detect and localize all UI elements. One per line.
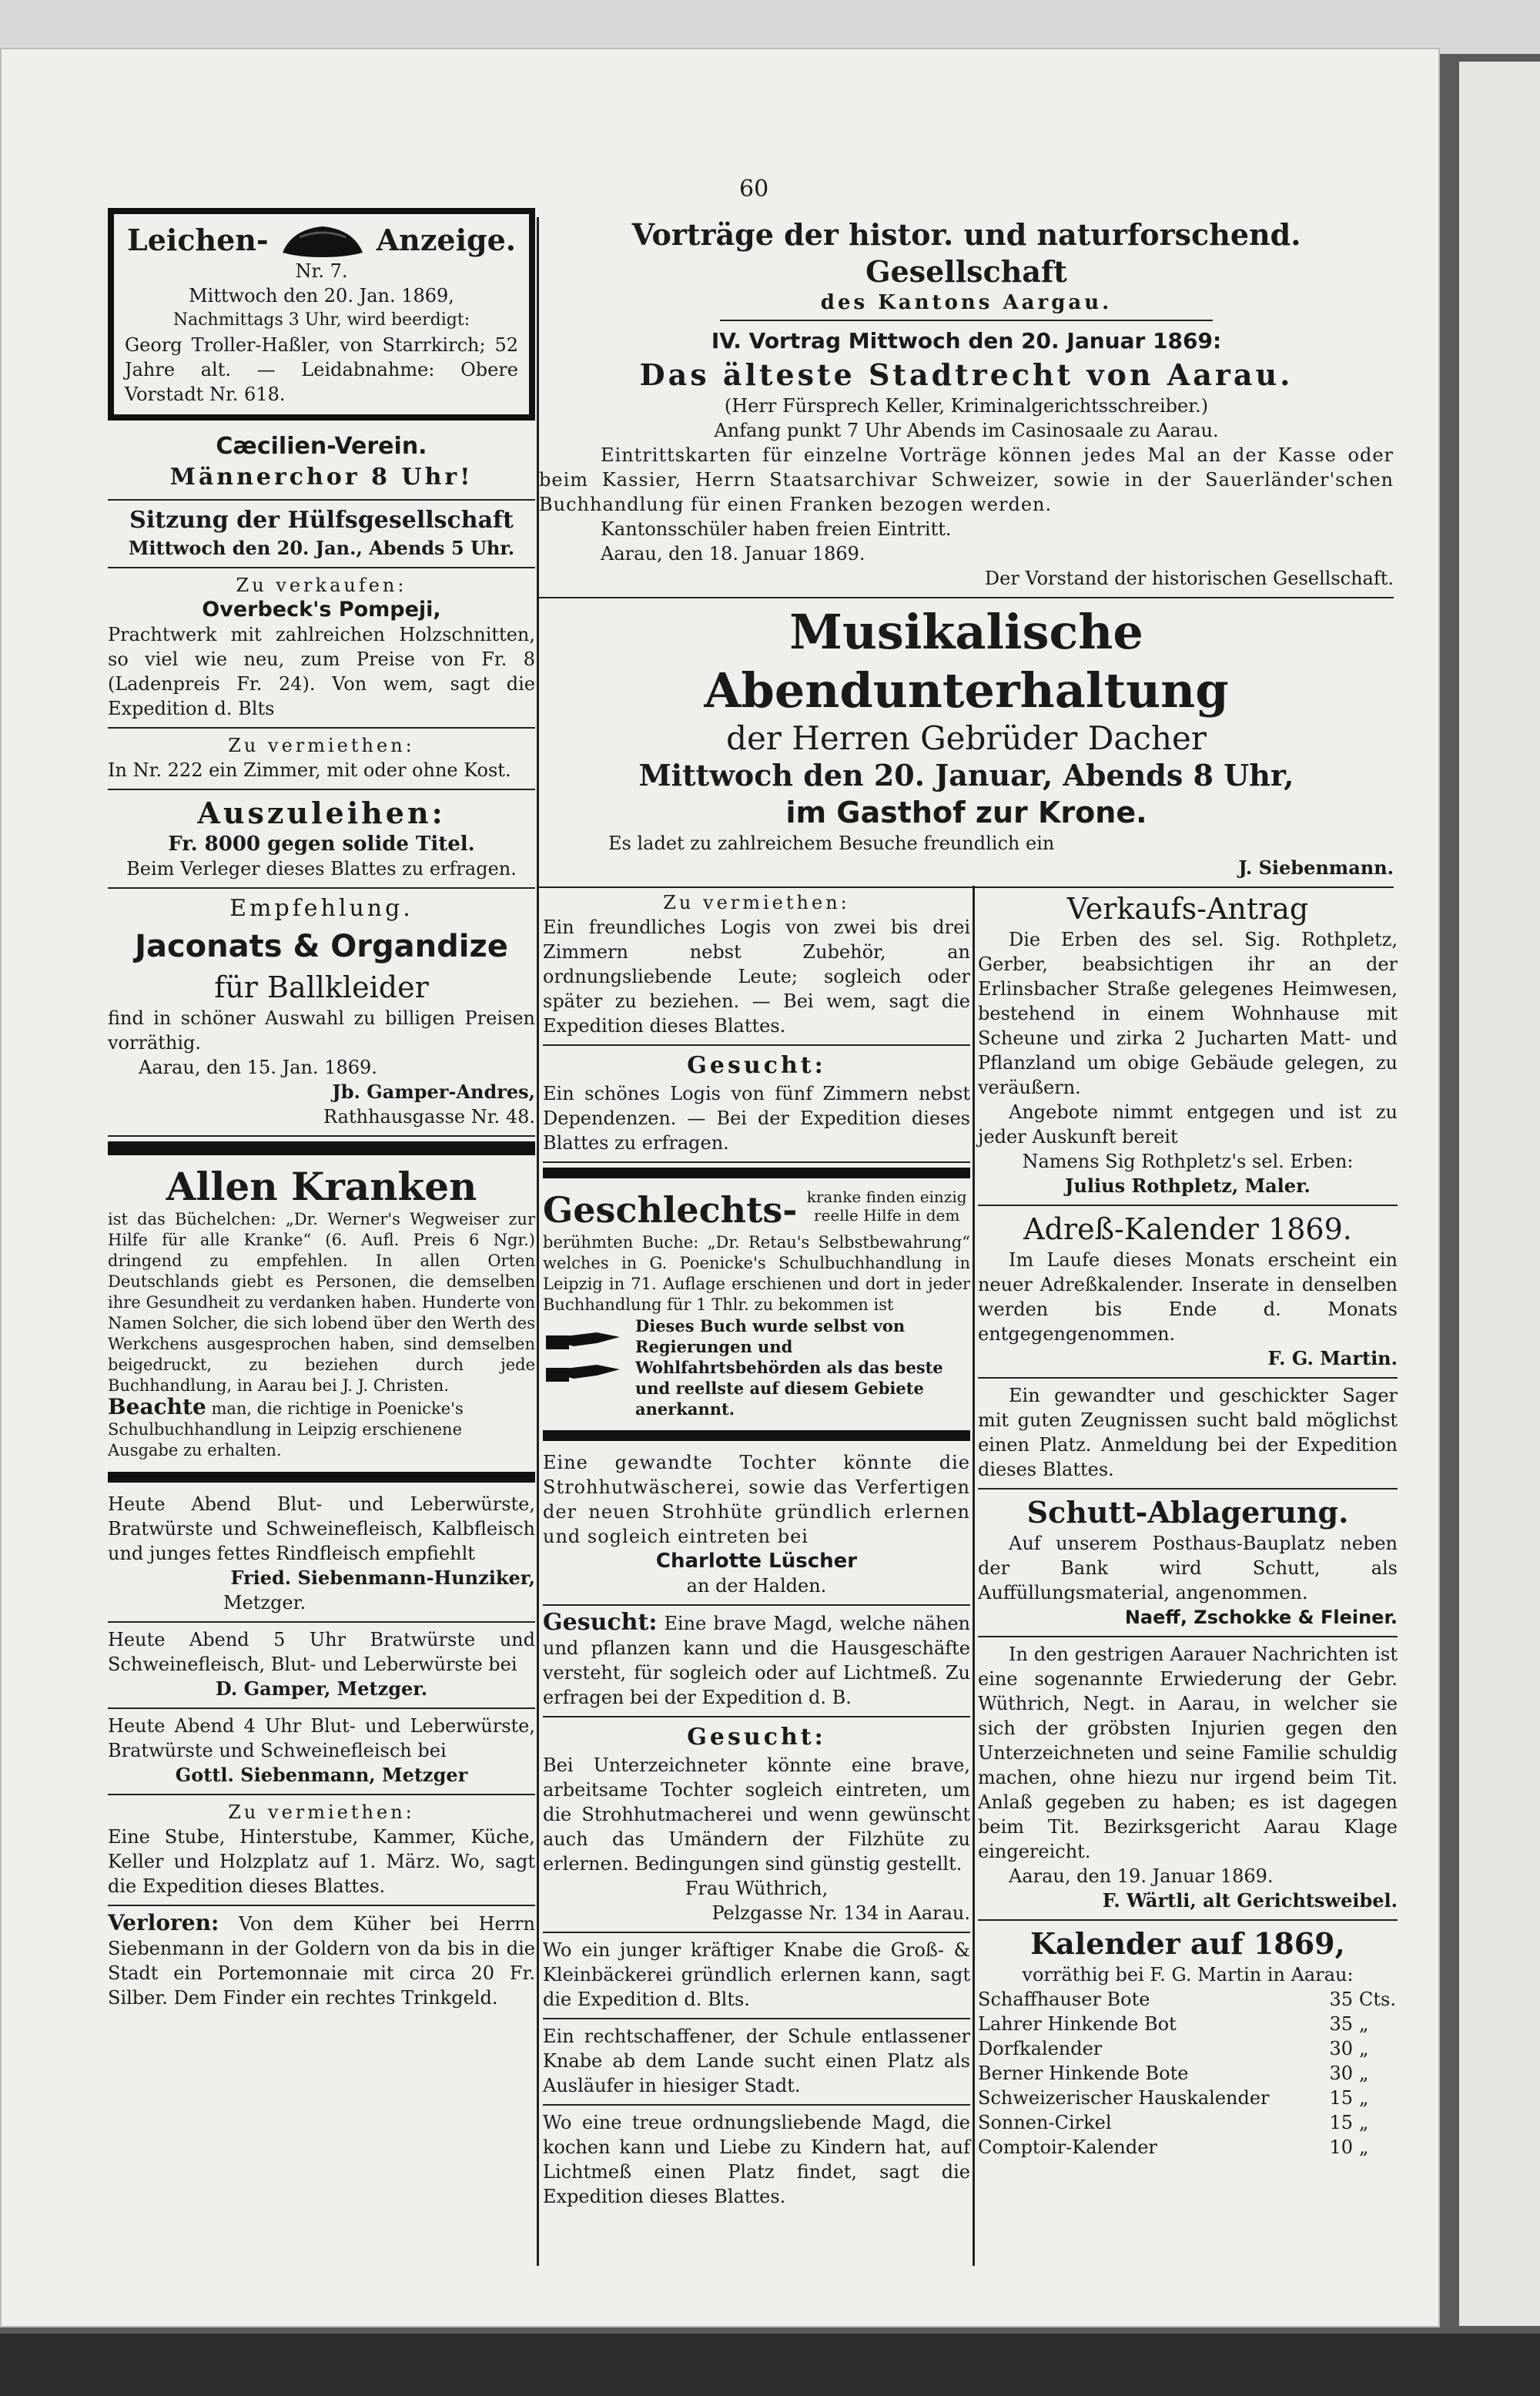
kalender-item-name: Schaffhauser Bote — [978, 1989, 1150, 2010]
gesucht-logis-text: Ein schönes Logis von fünf Zimmern nebst Dependenzen. — Bei der Expedition dieses Blattes zu erfragen. — [543, 1083, 970, 1154]
geschlechts-note: Dieses Buch wurde selbst von Regierungen und Wohlfahrtsbehörden als das beste und reellste auf diesem Gebiete anerkannt. — [635, 1316, 943, 1419]
kalender-item-unit: „ — [1359, 2013, 1369, 2035]
geschlechts-title: Geschlechts- — [543, 1189, 798, 1231]
gesucht-magd-label: Gesucht: — [543, 1609, 658, 1636]
death-notice — [108, 208, 535, 421]
geschlechts-text: berühmten Buche: „Dr. Retau's Selbstbewahrung“ welches in G. Poenicke's Schulbuchhandlung in Leipzig in 71. Auflage erschienen und dort in jeder Buchhandlung für 1 Thlr. zu bekommen ist — [543, 1233, 970, 1314]
vortraege-signature: Der Vorstand der historischen Gesellschaft. — [984, 568, 1394, 589]
pointing-hand-icon — [543, 1315, 628, 1400]
kalender-row — [978, 2135, 1398, 2160]
empfehlung-date: Aarau, den 15. Jan. 1869. — [139, 1057, 377, 1078]
kalender-price-table — [978, 1987, 1398, 2160]
kalender-row — [978, 2086, 1398, 2110]
adress-kalender-text: Im Laufe dieses Monats erscheint ein neuer Adreßkalender. Inserate in denselben werden bis Ende d. Monats entgegengenommen. — [978, 1249, 1398, 1345]
kalender-item-name: Dorfkalender — [978, 2038, 1103, 2059]
kalender-item-price: 10 — [1329, 2136, 1353, 2158]
musikalische-signature: J. Siebenmann. — [1238, 856, 1394, 879]
beachte-text: man, die richtige in Poenicke's Schulbuchhandlung in Leipzig erschienene Ausgabe zu erhalten. — [108, 1399, 464, 1459]
kalender-item-name: Schweizerischer Hauskalender — [978, 2087, 1270, 2109]
auslaeufer-ad — [543, 2019, 970, 2106]
kalender-item-price: 30 — [1329, 2038, 1353, 2059]
page-number: 60 — [739, 176, 769, 203]
allen-kranken-text: ist das Büchelchen: „Dr. Werner's Wegweiser zur Hilfe für alle Kranke“ (6. Aufl. Preis 6 Ngr.) dringend zu empfehlen. In allen Orten Deutschlands giebt es Personen, die demselben ihre Gesundheit zu verdanken haben. Hunderte von Namen Solcher, die sich lobend über den Werth des Werkchens ausgesprochen haben, sind demselben beigedruckt, zu beziehen durch jede Buchhandlung, in Aarau bei J. J. Christen. — [108, 1210, 535, 1395]
caecilien-text: Männerchor 8 Uhr! — [169, 464, 474, 491]
kalender-item-unit: „ — [1359, 2038, 1369, 2059]
auszuleihen-ad — [108, 790, 535, 889]
vortraege-ad — [539, 212, 1394, 598]
schutt-title: Schutt-Ablagerung. — [1026, 1495, 1349, 1530]
metzger3-text: Heute Abend 4 Uhr Blut- und Leberwürste, Bratwürste und Schweinefleisch bei — [108, 1715, 535, 1761]
zu-verkaufen-label: Zu verkaufen: — [236, 575, 407, 596]
verkaufs-antrag-offers: Angebote nimmt entgegen und ist zu jeder Auskunft bereit — [978, 1101, 1398, 1148]
baeckerei-ad — [543, 1933, 970, 2019]
kalender-item-unit: „ — [1359, 2112, 1369, 2133]
metzger1-text: Heute Abend Blut- und Leberwürste, Bratwürste und Schweinefleisch, Kalbfleisch und junges fettes Rindfleisch empfiehlt — [108, 1493, 535, 1564]
verkaufs-antrag-title: Verkaufs-Antrag — [1066, 892, 1309, 926]
kalender-item-name: Comptoir-Kalender — [978, 2136, 1157, 2158]
adress-kalender-title: Adreß-Kalender 1869. — [1023, 1212, 1352, 1246]
zimmer-ad — [108, 729, 535, 790]
kalender-intro: vorräthig bei F. G. Martin in Aarau: — [1022, 1964, 1354, 1985]
musikalische-ad — [539, 598, 1394, 888]
musikalische-where: im Gasthof zur Krone. — [785, 796, 1147, 829]
column-rule-right — [973, 886, 975, 2266]
allen-kranken-title: Allen Kranken — [166, 1164, 477, 1209]
middle-column — [543, 886, 970, 2215]
huelfsgesellschaft-title: Sitzung der Hülfsgesellschaft — [129, 507, 514, 534]
verkaufs-antrag-ad — [978, 886, 1398, 1206]
vortraege-lecture: IV. Vortrag Mittwoch den 20. Januar 1869: — [711, 328, 1222, 354]
empfehlung-title: Jaconats & Organdize — [135, 929, 508, 964]
beachte-label: Beachte — [108, 1394, 206, 1419]
schutt-text: Auf unserem Posthaus-Bauplatz neben der Bank wird Schutt, als Auffüllungsmaterial, angenommen. — [978, 1533, 1398, 1603]
death-notice-text: Georg Troller-Haßler, von Starrkirch; 52 Jahre alt. — Leidabnahme: Obere Vorstadt Nr. 618. — [125, 334, 518, 405]
death-notice-title-left: Leichen- — [127, 223, 269, 257]
kalender-item-name: Sonnen-Cirkel — [978, 2112, 1112, 2133]
scan-background-bottom — [0, 2334, 1540, 2396]
kalender-item-unit: „ — [1359, 2087, 1369, 2109]
erwiederung-text: In den gestrigen Aarauer Nachrichten ist eine sogenannte Erwiederung der Gebr. Wüthrich, Negt. in Aarau, in welcher sie sich der gröbsten Injurien gegen den Unterzeichneten und seine Familie schuldig machen, ohne hiezu nur irgend beim Tit. Anlaß gegeben zu haben; es ist dagegen beim Tit. Bezirksgericht Aarau Klage eingereicht. — [978, 1644, 1398, 1862]
verloren-text: Von dem Küher bei Herrn Siebenmann in der Goldern von da bis in die Stadt ein Portemonnaie mit circa 20 Fr. Silber. Dem Finder ein rechtes Trinkgeld. — [108, 1913, 535, 2009]
zimmer-text: In Nr. 222 ein Zimmer, mit oder ohne Kost. — [108, 759, 511, 781]
metzger2-signature: D. Gamper, Metzger. — [215, 1677, 428, 1700]
death-notice-number: Nr. 7. — [295, 260, 348, 282]
divider — [720, 320, 1213, 321]
vortraege-tickets: Eintrittskarten für einzelne Vorträge können jedes Mal an der Kasse oder beim Kassier, Herrn Staatsarchivar Schweizer, sowie in der Sauerländer'schen Buchhandlung für einen Franken bezogen werden. — [539, 444, 1394, 515]
schutt-signature: Naeff, Zschokke & Fleiner. — [1124, 1607, 1398, 1628]
gesucht-logis-label: Gesucht: — [687, 1052, 826, 1079]
death-notice-title-right: Anzeige. — [376, 223, 516, 257]
auslaeufer-text: Ein rechtschaffener, der Schule entlassener Knabe ab dem Lande sucht einen Platz als Ausläufer in hiesiger Stadt. — [543, 2026, 970, 2096]
vortraege-date: Aarau, den 18. Januar 1869. — [601, 543, 865, 565]
metzger2-ad — [108, 1623, 535, 1709]
stube-ad — [108, 1795, 535, 1906]
gesucht-tochter-label: Gesucht: — [687, 1724, 826, 1751]
section-bar — [543, 1430, 970, 1441]
logis1-text: Ein freundliches Logis von zwei bis drei Zimmern nebst Zubehör, an ordnungsliebende Leute; sogleich oder später zu beziehen. — Bei wem, sagt die Expedition dieses Blattes. — [543, 917, 970, 1037]
strohhut-name: Charlotte Lüscher — [655, 1550, 858, 1573]
gesucht-tochter-signature: Frau Wüthrich, — [685, 1878, 829, 1899]
section-bar — [108, 1141, 535, 1155]
empfehlung-text: find in schöner Auswahl zu billigen Preisen vorräthig. — [108, 1007, 535, 1054]
logis1-ad — [543, 886, 970, 1046]
verloren-label: Verloren: — [108, 1910, 219, 1935]
kalender-row — [978, 2110, 1398, 2135]
gesucht-tochter-address: Pelzgasse Nr. 134 in Aarau. — [711, 1902, 970, 1924]
empfehlung-label: Empfehlung. — [229, 895, 413, 922]
metzger3-ad — [108, 1709, 535, 1795]
strohhut-place: an der Halden. — [686, 1575, 827, 1597]
magd2-text: Wo eine treue ordnungsliebende Magd, die kochen kann und Liebe zu Kindern hat, auf Lichtmeß einen Platz findet, sagt die Expedition dieses Blattes. — [543, 2112, 970, 2207]
verloren-line — [108, 1911, 535, 2010]
musikalische-title: Musikalische Abendunterhaltung — [704, 604, 1229, 719]
gesucht-magd-text: Eine brave Magd, welche nähen und pflanzen kann und die Hausgeschäfte versteht, für sogleich oder auf Lichtmeß. Zu erfragen bei der Expedition d. B. — [543, 1613, 971, 1708]
zu-verkaufen-ad — [108, 568, 535, 729]
caecilien-ad — [108, 427, 535, 501]
huelfsgesellschaft-text: Mittwoch den 20. Jan., Abends 5 Uhr. — [128, 537, 515, 559]
allen-kranken-ad — [108, 1160, 535, 1467]
gesucht-magd-ad — [543, 1606, 970, 1717]
kalender-item-unit: „ — [1359, 2136, 1369, 2158]
kalender-item-price: 35 — [1329, 2013, 1353, 2035]
musikalische-subtitle: der Herren Gebrüder Dacher — [726, 719, 1207, 757]
stube-label: Zu vermiethen: — [228, 1801, 415, 1823]
metzger1-signature: Fried. Siebenmann-Hunziker, — [230, 1567, 535, 1589]
gesucht-tochter-text: Bei Unterzeichneter könnte eine brave, arbeitsame Tochter sogleich eintreten, um die Strohhutmacherei und wenn gewünscht auch das Umändern der Filzhüte zu erlernen. Bedingungen sind günstig gestellt. — [543, 1754, 970, 1875]
geschlechts-side: kranke finden einzig reelle Hilfe in dem — [806, 1188, 967, 1225]
erwiederung-date: Aarau, den 19. Januar 1869. — [1009, 1865, 1274, 1887]
vortraege-students: Kantonsschüler haben freien Eintritt. — [601, 518, 952, 540]
empfehlung-address: Rathhausgasse Nr. 48. — [323, 1106, 535, 1128]
kalender-row — [978, 2061, 1398, 2086]
death-notice-header — [125, 222, 518, 259]
section-bar — [108, 1472, 535, 1483]
kalender-item-unit: „ — [1359, 2063, 1369, 2084]
verkaufs-antrag-on-behalf: Namens Sig Rothpletz's sel. Erben: — [1022, 1151, 1354, 1172]
death-notice-time: Nachmittags 3 Uhr, wird beerdigt: — [172, 310, 470, 330]
zimmer-label: Zu vermiethen: — [228, 735, 415, 756]
huelfsgesellschaft-ad — [108, 501, 535, 568]
section-bar — [543, 1168, 970, 1178]
kalender-item-price: 35 — [1329, 1989, 1353, 2010]
scan-background-top — [0, 0, 1540, 54]
gesucht-tochter-ad — [543, 1717, 970, 1933]
erwiederung-signature: F. Wärtli, alt Gerichtsweibel. — [1102, 1889, 1398, 1912]
adress-kalender-ad — [978, 1206, 1398, 1379]
funeral-urn-icon — [276, 222, 369, 259]
magd2-ad — [543, 2106, 970, 2215]
right-column — [978, 886, 1398, 2166]
erwiederung-ad — [978, 1637, 1398, 1921]
sager-text: Ein gewandter und geschickter Sager mit guten Zeugnissen sucht bald möglichst einen Platz. Anmeldung bei der Expedition dieses Blattes. — [978, 1385, 1398, 1480]
gesucht-logis-ad — [543, 1046, 970, 1163]
stube-text: Eine Stube, Hinterstube, Kammer, Küche, Keller und Holzplatz auf 1. März. Wo, sagt die Expedition dieses Blattes. — [108, 1826, 535, 1897]
logis1-label: Zu vermiethen: — [663, 892, 850, 913]
kalender-item-name: Lahrer Hinkende Bot — [978, 2013, 1177, 2035]
metzger1-role: Metzger. — [223, 1592, 306, 1614]
allen-kranken-beachte-line — [108, 1396, 535, 1461]
metzger1-ad — [108, 1487, 535, 1623]
kalender-row — [978, 1987, 1398, 2012]
zu-verkaufen-item: Overbeck's Pompeji, — [202, 598, 441, 622]
adress-kalender-signature: F. G. Martin. — [1267, 1347, 1398, 1369]
vortraege-start: Anfang punkt 7 Uhr Abends im Casinosaale zu Aarau. — [714, 420, 1219, 441]
header-span-column — [539, 212, 1394, 888]
adjacent-page-edge — [1459, 62, 1540, 2326]
vortraege-title: Vorträge der histor. und naturforschend. Gesellschaft — [631, 217, 1301, 289]
geschlechts-ad — [543, 1183, 970, 1426]
auszuleihen-amount: Fr. 8000 gegen solide Titel. — [168, 833, 475, 856]
auszuleihen-text: Beim Verleger dieses Blattes zu erfragen. — [126, 858, 517, 880]
baeckerei-text: Wo ein junger kräftiger Knabe die Groß- & Kleinbäckerei gründlich erlernen kann, sagt die Expedition d. Blts. — [543, 1939, 970, 2010]
vortraege-subtitle: des Kantons Aargau. — [820, 291, 1113, 314]
kalender-row — [978, 2012, 1398, 2036]
gesucht-magd-line — [543, 1610, 970, 1710]
verloren-ad — [108, 1906, 535, 2016]
kalender-item-price: 30 — [1329, 2063, 1353, 2084]
empfehlung-subtitle: für Ballkleider — [214, 970, 429, 1004]
kalender-item-price: 15 — [1329, 2087, 1353, 2109]
sager-ad — [978, 1379, 1398, 1490]
geschlechts-note-block — [543, 1315, 970, 1419]
kalender-title: Kalender auf 1869, — [1030, 1926, 1345, 1961]
musikalische-when: Mittwoch den 20. Januar, Abends 8 Uhr, — [638, 758, 1294, 793]
verkaufs-antrag-text: Die Erben des sel. Sig. Rothpletz, Gerber, beabsichtigen ihr an der Erlinsbacher Straße gelegenes Heimwesen, bestehend in einem Wohnhause mit Scheune und zirka 2 Jucharten Matt- und Pflanzland um obige Gebäude gelegen, zu veräußern. — [978, 929, 1398, 1098]
verkaufs-antrag-signature: Julius Rothpletz, Maler. — [1065, 1175, 1311, 1197]
vortraege-topic: Das älteste Stadtrecht von Aarau. — [639, 357, 1294, 392]
vortraege-speaker: (Herr Fürsprech Keller, Kriminalgerichtsschreiber.) — [724, 395, 1209, 417]
left-column — [108, 208, 535, 2016]
empfehlung-ad — [108, 889, 535, 1137]
death-notice-date: Mittwoch den 20. Jan. 1869, — [189, 285, 454, 307]
musikalische-invite: Es ladet zu zahlreichem Besuche freundlich ein — [608, 833, 1055, 854]
auszuleihen-title: Auszuleihen: — [197, 796, 446, 830]
kalender-item-name: Berner Hinkende Bote — [978, 2063, 1189, 2084]
empfehlung-signature: Jb. Gamper-Andres, — [332, 1081, 535, 1103]
zu-verkaufen-text: Prachtwerk mit zahlreichen Holzschnitten, so viel wie neu, zum Preise von Fr. 8 (Ladenpreis Fr. 24). Von wem, sagt die Expedition d. Blts — [108, 624, 535, 719]
caecilien-title: Cæcilien-Verein. — [216, 433, 427, 460]
kalender-item-price: 15 — [1329, 2112, 1353, 2133]
strohhut-ad — [543, 1446, 970, 1606]
kalender-item-unit: Cts. — [1359, 1989, 1396, 2010]
kalender-ad — [978, 1921, 1398, 2166]
strohhut-text: Eine gewandte Tochter könnte die Strohhutwäscherei, sowie das Verfertigen der neuen Strohhüte gründlich erlernen und sogleich eintreten bei — [543, 1452, 970, 1547]
schutt-ad — [978, 1490, 1398, 1637]
metzger3-signature: Gottl. Siebenmann, Metzger — [175, 1764, 468, 1786]
kalender-row — [978, 2036, 1398, 2061]
geschlechts-header — [543, 1188, 970, 1232]
metzger2-text: Heute Abend 5 Uhr Bratwürste und Schweinefleisch, Blut- und Leberwürste bei — [108, 1629, 535, 1675]
